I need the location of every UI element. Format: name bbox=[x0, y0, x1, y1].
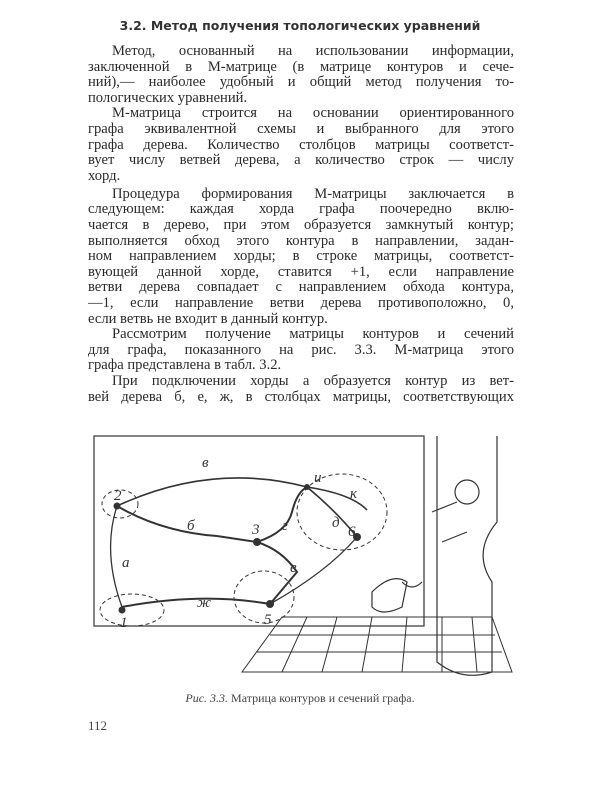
edge-label: е bbox=[290, 560, 297, 576]
text-line: вует числу ветвей дерева, а количество строк — числу bbox=[88, 153, 514, 169]
node-label: 2 bbox=[114, 488, 122, 504]
edge-label: г bbox=[282, 518, 288, 534]
text-line: выполняется обход этого контура в направлении, задан- bbox=[88, 233, 514, 249]
figure-caption bbox=[0, 691, 600, 706]
text-line: М-матрица строится на основании ориентированного bbox=[112, 106, 514, 122]
edge-label: в bbox=[202, 455, 209, 471]
node-label: и bbox=[314, 470, 322, 486]
text-line: Процедура формирования М-матрицы заключается в bbox=[112, 186, 514, 202]
text-line: ветви дерева совпадает с направлением обхода контура, bbox=[88, 280, 514, 296]
matrix-grid bbox=[242, 617, 512, 672]
text-line: Метод, основанный на использовании информации, bbox=[112, 44, 514, 59]
edge-label: к bbox=[350, 486, 358, 502]
node-label: 1 bbox=[120, 615, 128, 631]
text-line: ном направлением хорды; в строке матрицы, соответст- bbox=[88, 249, 514, 265]
section-heading: 3.2. Метод получения топологических уравнений bbox=[119, 18, 481, 33]
node-label: 3 bbox=[252, 522, 260, 538]
cartoon-figure bbox=[372, 436, 497, 675]
edge-label: ж bbox=[197, 595, 211, 611]
caption-text: Матрица контуров и сечений графа. bbox=[231, 691, 415, 705]
text-line: если ветвь не входит в данный контур. bbox=[88, 311, 328, 327]
edge-label: д bbox=[332, 515, 340, 531]
text-line: При подключении хорды а образуется контур из вет- bbox=[112, 373, 514, 389]
text-line: пологических уравнений. bbox=[88, 90, 248, 106]
text-line: —1, если направление ветви дерева противоположно, 0, bbox=[88, 296, 514, 311]
node-label: 5 bbox=[264, 612, 272, 628]
caption-prefix: Рис. 3.3. bbox=[185, 691, 229, 705]
text-line: вей дерева б, е, ж, в столбцах матрицы, соответствующих bbox=[88, 389, 514, 405]
text-line: хорд. bbox=[88, 168, 121, 184]
graph-edges bbox=[111, 478, 367, 607]
text-line: вующей данной хорде, ставится +1, если направление bbox=[88, 264, 514, 280]
text-line: следующем: каждая хорда графа поочередно вклю- bbox=[88, 202, 514, 218]
edge-label: б bbox=[187, 518, 195, 534]
page-number: 112 bbox=[88, 718, 108, 733]
text-line: для графа, показанного на рис. 3.3. М-матрица этого bbox=[88, 342, 514, 358]
graph-figure bbox=[92, 432, 517, 684]
text-line: чается в дерево, при этом образуется замкнутый контур; bbox=[88, 218, 514, 234]
node-label: 6 bbox=[348, 524, 356, 540]
text-line: Рассмотрим получение матрицы контуров и сечений bbox=[112, 327, 514, 343]
text-line: графа представлена в табл. 3.2. bbox=[88, 358, 282, 374]
text-line: ний),— наиболее удобный и общий метод получения то- bbox=[88, 75, 514, 91]
text-line: графа дерева. Количество столбцов матрицы соответст- bbox=[88, 137, 514, 153]
text-line: заключенной в М-матрице (в матрице контуров и сече- bbox=[88, 59, 514, 75]
text-line: графа эквивалентной схемы и выбранного для этого bbox=[88, 121, 514, 137]
body-text bbox=[88, 44, 514, 405]
edge-label: а bbox=[122, 555, 130, 571]
